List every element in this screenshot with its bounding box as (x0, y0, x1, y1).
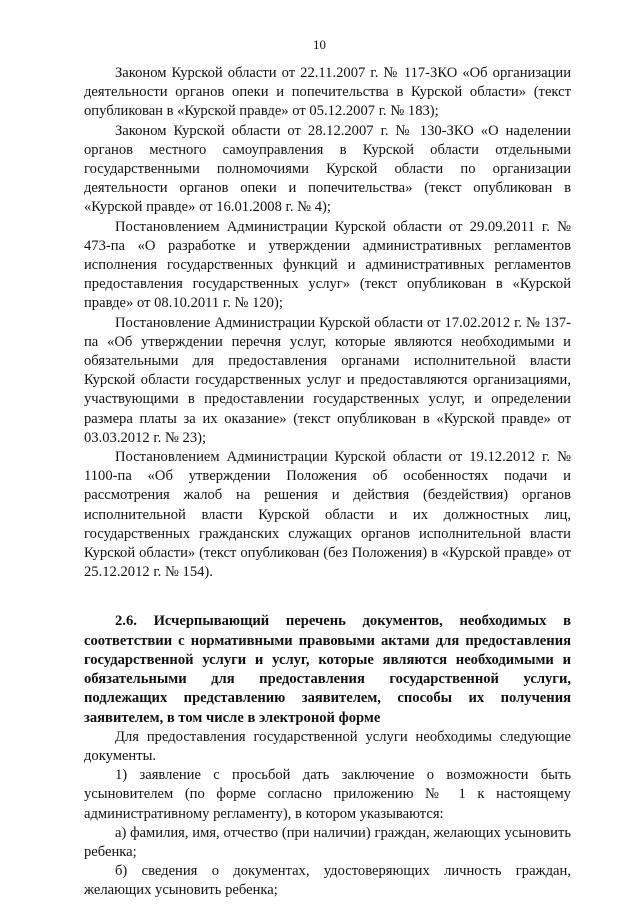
law-reference-paragraph: Постановление Администрации Курской области от 17.02.2012 г. № 137-па «Об утверждении перечня услуг, которые являются необходимыми и обязательными для предоставления органами исполнительной власти Курской области государственных услуг и предоставляются организациями, участвующими в предоставлении государственных услуг, и определении размера платы за их оказание» (текст опубликован в «Курской правде» от 03.03.2012 г. № 23); (84, 314, 571, 446)
section-heading: 2.6. Исчерпывающий перечень документов, необходимых в соответствии с нормативными правовыми актами для предоставления государственной услуги и услуг, которые являются необходимыми и обязательными для предоставления государственной услуги, подлежащих представлению заявителем, способы их получения заявителем, в том числе в электроной форме (84, 613, 571, 726)
law-reference-paragraph: Законом Курской области от 28.12.2007 г. № 130-ЗКО «О наделении органов местного самоуправления в Курской области отдельными государственными полномочиями Курской области по организации деятельности органов опеки и попечительства» (текст опубликован в «Курской правде» от 16.01.2008 г. № 4); (84, 122, 571, 216)
law-reference-paragraph: Постановлением Администрации Курской области от 29.09.2011 г. № 473-па «О разработке и утверждении административных регламентов исполнения государственных функций и административных регламентов предоставления государственных услуг» (текст опубликован в «Курской правде» от 08.10.2011 г. № 120); (84, 218, 571, 312)
section-paragraph: б) сведения о документах, удостоверяющих личность граждан, желающих усыновить ребенка; (84, 863, 571, 899)
section-paragraph: а) фамилия, имя, отчество (при наличии) граждан, желающих усыновить ребенка; (84, 824, 571, 860)
page-content (84, 64, 571, 901)
section-paragraph: Для предоставления государственной услуги необходимы следующие документы. (84, 728, 571, 764)
page-number: 10 (313, 37, 326, 52)
law-reference-paragraph: Постановлением Администрации Курской области от 19.12.2012 г. № 1100-па «Об утверждении Положения об особенностях подачи и рассмотрения жалоб на решения и действия (бездействия) органов исполнительной власти Курской области и их должностных лиц, государственных гражданских служащих органов исполнительной власти Курской области» (текст опубликован (без Положения) в «Курской правде» от 25.12.2012 г. № 154). (84, 449, 571, 581)
section-paragraph: 1) заявление с просьбой дать заключение о возможности быть усыновителем (по форме согласно приложению № 1 к настоящему административному регламенту), в котором указываются: (84, 767, 571, 822)
law-reference-paragraph: Законом Курской области от 22.11.2007 г. № 117-ЗКО «Об организации деятельности органов опеки и попечительства в Курской области» (текст опубликован в «Курской правде» от 05.12.2007 г. № 183); (84, 65, 571, 120)
